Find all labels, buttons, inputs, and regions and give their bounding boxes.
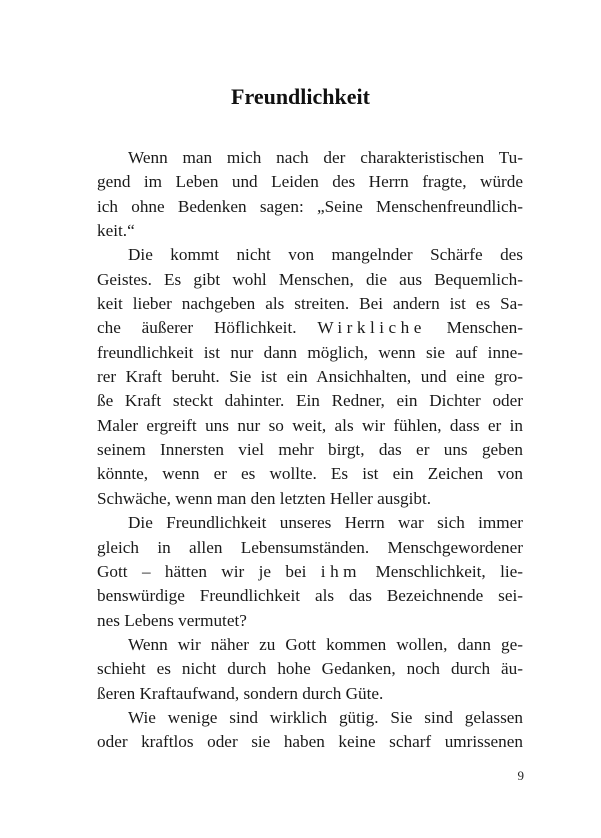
text-line: könnte, wenn er es wollte. Es ist ein Zeichen von (97, 464, 523, 484)
text-fragment: Gott – hätten wir je bei (97, 561, 307, 581)
emphasized-word: Wirkliche (317, 318, 426, 338)
text-line: ße Kraft steckt dahinter. Ein Redner, ein Dichter oder (97, 391, 523, 411)
text-fragment: che äußerer Höflichkeit. (97, 318, 297, 338)
text-line: schieht es nicht durch hohe Gedanken, noch durch äu- (97, 659, 523, 679)
text-line: Maler ergreift uns nur so weit, als wir fühlen, dass er in (97, 415, 523, 435)
text-line: Wenn wir näher zu Gott kommen wollen, dann ge- (128, 634, 523, 654)
text-line: Die kommt nicht von mangelnder Schärfe des (128, 245, 523, 265)
text-line: oder kraftlos oder sie haben keine scharf umrissenen (97, 732, 523, 752)
text-line: Schwäche, wenn man den letzten Heller ausgibt. (97, 488, 432, 508)
text-line: Wie wenige sind wirklich gütig. Sie sind gelassen (128, 707, 523, 727)
page-number: 9 (517, 768, 524, 783)
emphasized-word: ihm (320, 561, 362, 581)
text-line: ßeren Kraftaufwand, sondern durch Güte. (97, 683, 384, 703)
text-fragment: Menschen- (446, 318, 524, 338)
text-line: nes Lebens vermutet? (97, 610, 247, 630)
text-line: gend im Leben und Leiden des Herrn fragte, würde (97, 172, 523, 192)
chapter-title: Freundlichkeit (231, 84, 370, 109)
text-line: keit.“ (97, 221, 135, 241)
text-line: seinem Innersten viel mehr birgt, das er uns geben (97, 440, 523, 460)
text-line: gleich in allen Lebensumständen. Menschgewordener (97, 537, 523, 557)
text-line: Die Freundlichkeit unseres Herrn war sich immer (128, 513, 523, 533)
text-line: rer Kraft beruht. Sie ist ein Ansichhalten, und eine gro- (97, 367, 523, 387)
text-fragment: Menschlichkeit, lie- (375, 561, 523, 581)
text-line (97, 560, 523, 584)
text-line (97, 316, 523, 340)
text-line: Geistes. Es gibt wohl Menschen, die aus Bequemlich- (97, 269, 523, 289)
text-line: keit lieber nachgeben als streiten. Bei andern ist es Sa- (97, 294, 523, 314)
text-line: benswürdige Freundlichkeit als das Bezeichnende sei- (97, 586, 523, 606)
text-line: ich ohne Bedenken sagen: „Seine Menschenfreundlich- (97, 196, 523, 216)
text-line: Wenn man mich nach der charakteristischen Tu- (128, 148, 523, 167)
text-line: freundlichkeit ist nur dann möglich, wenn sie auf inne- (97, 342, 523, 362)
body-text (97, 146, 523, 755)
